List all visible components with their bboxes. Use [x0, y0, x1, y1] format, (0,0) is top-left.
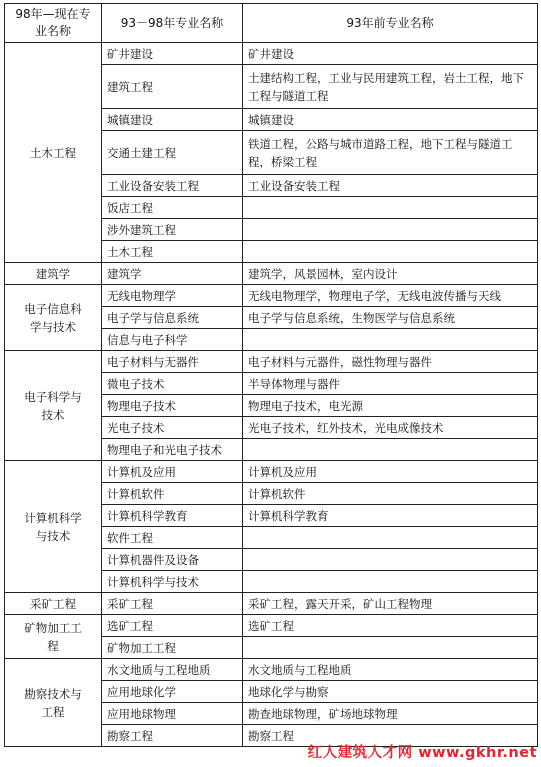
name-pre-93-cell: 计算机及应用	[243, 461, 538, 483]
name-pre-93-cell: 建筑学，风景园林，室内设计	[243, 263, 538, 285]
name-93-98-cell: 计算机及应用	[102, 461, 243, 483]
name-93-98-cell: 涉外建筑工程	[102, 219, 243, 241]
table-row	[5, 461, 538, 483]
table-row	[5, 593, 538, 615]
header-row	[5, 4, 538, 43]
name-93-98-cell: 工业设备安装工程	[102, 175, 243, 197]
name-93-98-cell: 城镇建设	[102, 109, 243, 131]
name-93-98-cell: 应用地球物理	[102, 703, 243, 725]
header-pre-93-name: 93年前专业名称	[243, 4, 538, 43]
name-pre-93-cell: 计算机科学教育	[243, 505, 538, 527]
table-row	[5, 659, 538, 681]
name-pre-93-cell: 光电子技术，红外技术，光电成像技术	[243, 417, 538, 439]
name-93-98-cell: 选矿工程	[102, 615, 243, 637]
name-pre-93-cell: 水文地质与工程地质	[243, 659, 538, 681]
name-pre-93-cell	[243, 197, 538, 219]
name-93-98-cell: 水文地质与工程地质	[102, 659, 243, 681]
name-93-98-cell: 计算机科学教育	[102, 505, 243, 527]
name-pre-93-cell	[243, 241, 538, 263]
name-pre-93-cell	[243, 439, 538, 461]
category-cell: 电子信息科学与技术	[5, 285, 102, 351]
name-pre-93-cell: 地球化学与勘察	[243, 681, 538, 703]
name-93-98-cell: 矿物加工工程	[102, 637, 243, 659]
name-93-98-cell: 采矿工程	[102, 593, 243, 615]
name-93-98-cell: 建筑工程	[102, 65, 243, 109]
name-93-98-cell: 计算机软件	[102, 483, 243, 505]
name-93-98-cell: 土木工程	[102, 241, 243, 263]
table-row	[5, 263, 538, 285]
name-pre-93-cell: 选矿工程	[243, 615, 538, 637]
category-cell: 计算机科学与技术	[5, 461, 102, 593]
name-93-98-cell: 光电子技术	[102, 417, 243, 439]
name-93-98-cell: 信息与电子科学	[102, 329, 243, 351]
name-93-98-cell: 物理电子和光电子技术	[102, 439, 243, 461]
name-93-98-cell: 计算机器件及设备	[102, 549, 243, 571]
category-cell: 电子科学与技术	[5, 351, 102, 461]
category-cell: 建筑学	[5, 263, 102, 285]
name-pre-93-cell	[243, 329, 538, 351]
name-93-98-cell: 建筑学	[102, 263, 243, 285]
table-row	[5, 351, 538, 373]
name-93-98-cell: 电子学与信息系统	[102, 307, 243, 329]
name-pre-93-cell: 半导体物理与器件	[243, 373, 538, 395]
name-pre-93-cell	[243, 219, 538, 241]
name-pre-93-cell: 土建结构工程，工业与民用建筑工程，岩土工程，地下工程与隧道工程	[243, 65, 538, 109]
name-pre-93-cell: 物理电子技术，电光源	[243, 395, 538, 417]
name-pre-93-cell: 采矿工程，露天开采，矿山工程物理	[243, 593, 538, 615]
name-93-98-cell: 物理电子技术	[102, 395, 243, 417]
name-pre-93-cell: 无线电物理学，物理电子学，无线电波传播与天线	[243, 285, 538, 307]
name-pre-93-cell: 工业设备安装工程	[243, 175, 538, 197]
category-cell: 勘察技术与工程	[5, 659, 102, 747]
category-cell: 采矿工程	[5, 593, 102, 615]
name-93-98-cell: 无线电物理学	[102, 285, 243, 307]
category-cell: 矿物加工工程	[5, 615, 102, 659]
name-pre-93-cell	[243, 571, 538, 593]
name-pre-93-cell	[243, 549, 538, 571]
table-row	[5, 43, 538, 65]
name-93-98-cell: 电子材料与无器件	[102, 351, 243, 373]
name-pre-93-cell: 计算机软件	[243, 483, 538, 505]
name-pre-93-cell	[243, 527, 538, 549]
header-current-name: 98年—现在专业名称	[5, 4, 102, 43]
name-pre-93-cell: 电子学与信息系统，生物医学与信息系统	[243, 307, 538, 329]
header-93-98-name: 93－98年专业名称	[102, 4, 243, 43]
major-mapping-table	[4, 3, 538, 747]
name-93-98-cell: 软件工程	[102, 527, 243, 549]
name-93-98-cell: 计算机科学与技术	[102, 571, 243, 593]
name-pre-93-cell: 勘查地球物理，矿场地球物理	[243, 703, 538, 725]
name-pre-93-cell: 城镇建设	[243, 109, 538, 131]
category-cell: 土木工程	[5, 43, 102, 263]
name-pre-93-cell: 矿井建设	[243, 43, 538, 65]
name-pre-93-cell: 勘察工程	[243, 725, 538, 747]
name-pre-93-cell	[243, 637, 538, 659]
name-pre-93-cell: 铁道工程，公路与城市道路工程，地下工程与隧道工程，桥梁工程	[243, 131, 538, 175]
watermark-text: 红人建筑人才网 www.gkhr.net	[307, 745, 537, 761]
name-93-98-cell: 勘察工程	[102, 725, 243, 747]
name-93-98-cell: 矿井建设	[102, 43, 243, 65]
table-row	[5, 615, 538, 637]
name-93-98-cell: 交通土建工程	[102, 131, 243, 175]
name-93-98-cell: 应用地球化学	[102, 681, 243, 703]
name-93-98-cell: 饭店工程	[102, 197, 243, 219]
name-93-98-cell: 微电子技术	[102, 373, 243, 395]
name-pre-93-cell: 电子材料与元器件，磁性物理与器件	[243, 351, 538, 373]
table-row	[5, 285, 538, 307]
